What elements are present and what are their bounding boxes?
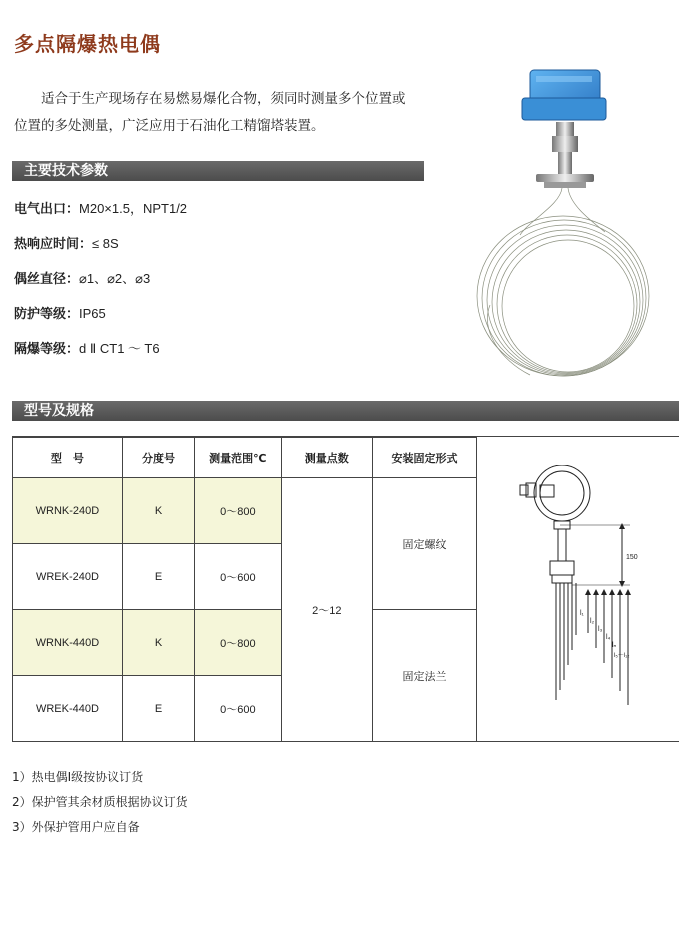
cell-model: WREK-240D [13, 544, 123, 610]
col-header-model: 型 号 [13, 438, 123, 478]
section-bar-specs: 主要技术参数 [12, 161, 424, 181]
intro-line-2: 位置的多处测量，广泛应用于石油化工精馏塔装置。 [14, 118, 325, 134]
spec-label: 防护等级： [14, 307, 80, 322]
product-photo [470, 60, 670, 380]
model-table [12, 437, 477, 742]
dim-label-l2: l₂ [590, 618, 595, 625]
cell-grade: K [122, 478, 194, 544]
cell-mount-thread: 固定螺纹 [373, 478, 477, 610]
cell-model: WREK-440D [13, 676, 123, 742]
cell-range: 0～600 [195, 544, 281, 610]
cell-grade: K [122, 610, 194, 676]
intro-line-1: 适合于生产现场存在易燃易爆化合物，须同时测量多个位置或 [41, 91, 406, 107]
spec-value: ⌀1、⌀2、⌀3 [79, 271, 151, 286]
spec-label: 电气出口： [14, 202, 80, 217]
dim-label-l3: l₃ [598, 626, 603, 633]
col-header-grade: 分度号 [122, 438, 194, 478]
intro-paragraph [14, 86, 434, 140]
page-title: 多点隔爆热电偶 [14, 32, 161, 56]
spec-value: d Ⅱ CT1 ～ T6 [79, 341, 160, 356]
cell-grade: E [122, 544, 194, 610]
table-row [13, 478, 477, 544]
dimension-drawing [500, 465, 660, 720]
spec-label: 隔爆等级： [14, 342, 80, 357]
dim-label-l1: l₁ [580, 610, 584, 617]
cell-range: 0～800 [195, 478, 281, 544]
dim-label-150: 150 [626, 554, 638, 561]
spec-value: M20×1.5，NPT1/2 [79, 201, 188, 216]
note-item: 3）外保护管用户应自备 [12, 820, 140, 834]
table-bottom-rule [12, 741, 679, 742]
cell-mount-flange: 固定法兰 [373, 610, 477, 742]
cell-model: WRNK-440D [13, 610, 123, 676]
notes [12, 765, 188, 840]
cell-range: 0～800 [195, 610, 281, 676]
spec-electrical-outlet [14, 198, 187, 217]
spec-label: 热响应时间： [14, 237, 93, 252]
note-item: 2）保护管其余材质根据协议订货 [12, 795, 188, 809]
spec-explosion-grade [14, 338, 160, 357]
dim-label-l4: l₄ [606, 634, 611, 641]
dim-label-l5-l12: l₅～l₁₂ [614, 653, 630, 659]
col-header-mount: 安装固定形式 [373, 438, 477, 478]
spec-value: ≤ 8S [92, 236, 119, 251]
cell-model: WRNK-240D [13, 478, 123, 544]
spec-response-time [14, 233, 119, 252]
spec-value: IP65 [79, 306, 106, 321]
col-header-points: 测量点数 [281, 438, 373, 478]
spec-protection-grade [14, 303, 106, 322]
cell-grade: E [122, 676, 194, 742]
dim-label-ln: lₙ [612, 642, 617, 649]
section-bar-models: 型号及规格 [12, 401, 679, 421]
col-header-range: 测量范围℃ [195, 438, 281, 478]
table-header-row [13, 438, 477, 478]
cell-points: 2～12 [281, 478, 373, 742]
spec-label: 偶丝直径： [14, 272, 80, 287]
table-row [13, 610, 477, 676]
cell-range: 0～600 [195, 676, 281, 742]
note-item: 1）热电偶Ⅰ级按协议订货 [12, 770, 144, 784]
spec-wire-diameter [14, 268, 150, 287]
